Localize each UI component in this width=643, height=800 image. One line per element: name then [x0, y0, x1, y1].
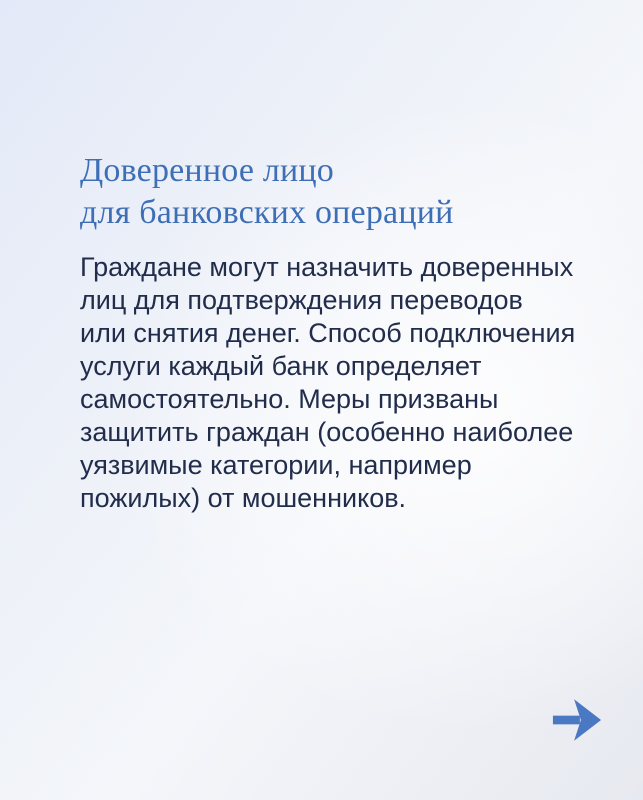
page-title-line-2: для банковских операций [80, 194, 454, 231]
body-line: пожилых) от мошенников. [80, 483, 407, 513]
next-arrow-button[interactable] [551, 694, 603, 746]
arrow-right-icon [551, 694, 603, 746]
body-line: или снятия денег. Способ подключения [80, 318, 576, 348]
body-line: Граждане могут назначить доверенных [80, 252, 574, 282]
body-line: уязвимые категории, например [80, 450, 472, 480]
page-title-line-1: Доверенное лицо [80, 152, 334, 189]
body-line: лиц для подтверждения переводов [80, 285, 523, 315]
body-line: услуги каждый банк определяет [80, 351, 482, 381]
body-line: защитить граждан (особенно наиболее [80, 417, 574, 447]
body-paragraph [80, 251, 575, 515]
body-line: самостоятельно. Меры призваны [80, 384, 499, 414]
page-title [80, 150, 454, 234]
